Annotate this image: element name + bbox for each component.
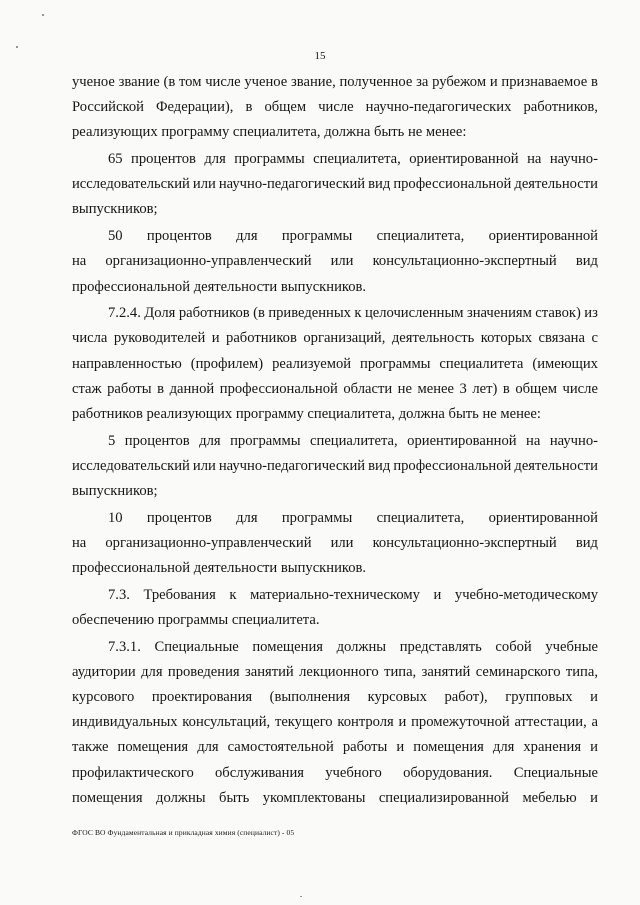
word: ориентированной [407, 432, 517, 449]
word: звание [118, 74, 160, 90]
word: обслуживания [215, 764, 304, 781]
word: также [72, 739, 109, 756]
word: или [192, 457, 216, 474]
word: работы [342, 739, 388, 756]
word: менее: [500, 405, 541, 422]
word: помещения [413, 739, 484, 756]
word: или [330, 253, 354, 270]
word: процентов [124, 432, 190, 449]
word: консультационно-экспертный [372, 253, 557, 270]
word: и [211, 330, 220, 347]
word: 7.3. [108, 586, 130, 603]
word: работы [107, 380, 152, 397]
word: деятельности [193, 278, 281, 295]
word: реализующих [146, 405, 236, 422]
word: на [72, 253, 87, 270]
word: профессиональной [393, 176, 512, 193]
word: организационно-управленческий [105, 534, 312, 551]
word: 50 [108, 228, 123, 245]
word: числе [205, 74, 241, 90]
word: научно-педагогический [218, 457, 366, 474]
word: ориентированной [488, 228, 598, 245]
text-line [72, 660, 598, 685]
word: признаваемое [501, 74, 588, 90]
scan-speck [16, 46, 18, 48]
word: деятельности [193, 560, 281, 577]
word: типа, [565, 663, 598, 680]
word: ориентированной [488, 509, 598, 526]
word: (в [163, 74, 176, 90]
word: вид [368, 176, 391, 193]
word: собой [495, 638, 532, 655]
word: текущего [274, 714, 333, 731]
word: деятельности [514, 457, 598, 474]
word: и [489, 74, 498, 90]
word: общем [264, 99, 307, 116]
word: на [527, 151, 542, 168]
text-line [72, 301, 598, 326]
word: должны [156, 789, 206, 806]
word: аудитории [72, 663, 136, 680]
text-line [72, 454, 598, 479]
word: научно-педагогических [365, 99, 512, 116]
text-line [72, 147, 598, 172]
word: помещения [72, 789, 143, 806]
text-line [72, 172, 598, 197]
word: 65 [108, 151, 123, 168]
word: стаж [72, 380, 102, 397]
text-line [72, 735, 598, 760]
body-text [72, 70, 598, 811]
word: том [179, 74, 202, 90]
word: специалитета, [307, 405, 399, 422]
word: звание, [291, 74, 336, 90]
word: направленностью [72, 355, 182, 372]
word: ориентированной [409, 151, 519, 168]
text-line [72, 608, 598, 633]
word: организаций, [303, 330, 386, 347]
word: не [407, 124, 426, 141]
word: консультаций, [182, 714, 271, 731]
word: Российской [72, 99, 144, 116]
word: 10 [108, 509, 123, 526]
word: оборудования. [403, 764, 493, 781]
word: и [396, 739, 405, 756]
word: специалитета, [310, 432, 398, 449]
word: специалитета, [313, 151, 401, 168]
word: программу [161, 124, 233, 141]
word: выпускников; [72, 201, 158, 218]
word: работников [178, 305, 250, 322]
word: Федерации), [155, 99, 234, 116]
word: программы [281, 509, 353, 526]
text-line [72, 352, 598, 377]
word: и [590, 789, 598, 806]
word: быть [374, 124, 408, 141]
text-line [72, 556, 598, 581]
word: для [197, 739, 219, 756]
word: должна [324, 124, 375, 141]
word: Специальные [154, 638, 239, 655]
word: числе [318, 99, 354, 116]
word: 3 [459, 380, 467, 397]
word: материально-техническому [250, 586, 420, 603]
word: для [236, 228, 258, 245]
word: (в [253, 305, 265, 322]
word: лет) [472, 380, 498, 397]
word: и [398, 714, 407, 731]
scan-speck [300, 896, 302, 897]
word: учебного [325, 764, 382, 781]
word: из [584, 305, 598, 322]
text-line [72, 70, 598, 95]
word: консультационно-экспертный [372, 534, 557, 551]
word: контроля [337, 714, 394, 731]
text-line [72, 685, 598, 710]
word: данной [169, 380, 215, 397]
text-line [72, 326, 598, 351]
word: должна [398, 405, 449, 422]
text-line [72, 275, 598, 300]
word: целочисленным [364, 305, 464, 322]
word: 7.3.1. [108, 638, 141, 655]
text-line [72, 786, 598, 811]
word: за [416, 74, 429, 90]
word: программы [281, 228, 353, 245]
word: ставок) [535, 305, 581, 322]
word: выпускников; [72, 483, 158, 499]
word: хранения [523, 739, 582, 756]
word: связана [538, 330, 585, 347]
word: организационно-управленческий [105, 253, 312, 270]
word: для [141, 663, 163, 680]
word: в [157, 380, 165, 397]
word: (профилем) [190, 355, 264, 372]
word: для [199, 432, 221, 449]
word: (имеющих [532, 355, 598, 372]
word: рубежом [432, 74, 487, 90]
word: полученное [339, 74, 413, 90]
word: работников, [523, 99, 598, 116]
word: научно- [549, 432, 598, 449]
word: программы [234, 151, 305, 168]
text-line [72, 197, 598, 222]
word: и [590, 739, 598, 756]
word: или [192, 176, 216, 193]
word: проведения [167, 663, 240, 680]
word: не [482, 405, 501, 422]
word: программы [157, 611, 232, 628]
page-number: 15 [314, 50, 326, 62]
word: приведенных [268, 305, 351, 322]
word: ученое [244, 74, 288, 90]
text-line [72, 249, 598, 274]
word: 5 [108, 432, 116, 449]
word: семинарского [475, 663, 561, 680]
word: быть [219, 789, 250, 806]
word: помещения [252, 638, 323, 655]
word: Доля [144, 305, 176, 322]
word: специалитета, [376, 228, 465, 245]
word: типа, [384, 663, 417, 680]
text-line [72, 402, 598, 427]
word: в [502, 380, 510, 397]
word: выпускников. [280, 560, 367, 577]
word: (выполнения [269, 689, 351, 705]
word: профессиональной [219, 380, 338, 397]
word: и [590, 689, 598, 705]
word: программы [360, 355, 431, 372]
word: не [397, 380, 412, 397]
word: лекционного [299, 663, 379, 680]
word: проектирования [151, 689, 253, 705]
word: реализующих [72, 124, 162, 141]
text-line [72, 531, 598, 556]
word: области [343, 380, 393, 397]
word: помещения [117, 739, 189, 756]
word: научно-педагогический [218, 176, 366, 193]
word: быть [448, 405, 483, 422]
word: учебно-методическому [454, 586, 598, 603]
text-line [72, 583, 598, 608]
word: руководителей [113, 330, 206, 347]
word: курсовых [367, 689, 427, 705]
word: специалитета [439, 355, 524, 372]
word: ученое [72, 74, 115, 90]
word: занятий [421, 663, 471, 680]
word: работников [226, 330, 297, 347]
word: укомплектованы [262, 789, 366, 806]
word: для [204, 151, 226, 168]
word: работников [72, 405, 147, 422]
word: менее: [425, 124, 467, 141]
word: самостоятельной [227, 739, 334, 756]
text-line [72, 95, 598, 120]
word: научно- [549, 151, 598, 168]
word: на [526, 432, 541, 449]
word: учебные [545, 638, 598, 655]
word: значениям [466, 305, 532, 322]
document-footer: ФГОС ВО Фундаментальная и прикладная химия (специалист) - 05 [72, 828, 295, 837]
word: в [245, 99, 253, 116]
word: профессиональной [72, 278, 194, 295]
word: групповых [505, 689, 573, 705]
word: реализуемой [272, 355, 352, 372]
word: вид [575, 534, 598, 551]
word: программу [235, 405, 308, 422]
word: процентов [131, 151, 196, 168]
word: профилактического [72, 764, 194, 781]
word: индивидуальных [72, 714, 178, 731]
word: Специальные [513, 764, 598, 781]
word: деятельности [514, 176, 598, 193]
text-line [72, 224, 598, 249]
word: работ), [444, 689, 488, 705]
text-line [72, 761, 598, 786]
word: и [433, 586, 442, 603]
word: на [72, 534, 87, 551]
text-line [72, 710, 598, 735]
word: вид [575, 253, 598, 270]
word: с [591, 330, 598, 347]
word: в [590, 74, 598, 90]
word: деятельность [391, 330, 475, 347]
word: специалитета. [231, 611, 320, 628]
word: курсового [72, 689, 135, 705]
word: специалитета, [376, 509, 465, 526]
scan-speck [42, 14, 44, 16]
text-line [72, 429, 598, 454]
word: или [330, 534, 354, 551]
word: обеспечению [72, 611, 158, 628]
word: промежуточной [411, 714, 510, 731]
word: занятий [244, 663, 294, 680]
word: исследовательский [72, 457, 190, 474]
text-line [72, 377, 598, 402]
word: программы [230, 432, 301, 449]
word: числе [562, 380, 598, 397]
word: исследовательский [72, 176, 190, 193]
word: числа [72, 330, 108, 347]
word: процентов [146, 228, 212, 245]
text-line [72, 479, 598, 504]
word: вид [368, 457, 391, 474]
text-line [72, 635, 598, 660]
word: профессиональной [393, 457, 512, 474]
word: 7.2.4. [108, 305, 141, 322]
text-line [72, 120, 598, 145]
word: мебелью [522, 789, 577, 806]
word: специалитета, [232, 124, 325, 141]
word: аттестации, [514, 714, 587, 731]
word: профессиональной [72, 560, 194, 577]
word: к [229, 586, 237, 603]
word: общем [515, 380, 557, 397]
word: к [354, 305, 362, 322]
word: выпускников. [280, 278, 367, 295]
word: Требования [143, 586, 216, 603]
word: для [492, 739, 515, 756]
word: для [236, 509, 258, 526]
word: которых [480, 330, 533, 347]
text-line [72, 506, 598, 531]
word: специализированной [378, 789, 509, 806]
word: должны [336, 638, 387, 655]
word: а [591, 714, 598, 731]
word: представлять [399, 638, 482, 655]
word: менее [417, 380, 454, 397]
word: процентов [146, 509, 212, 526]
